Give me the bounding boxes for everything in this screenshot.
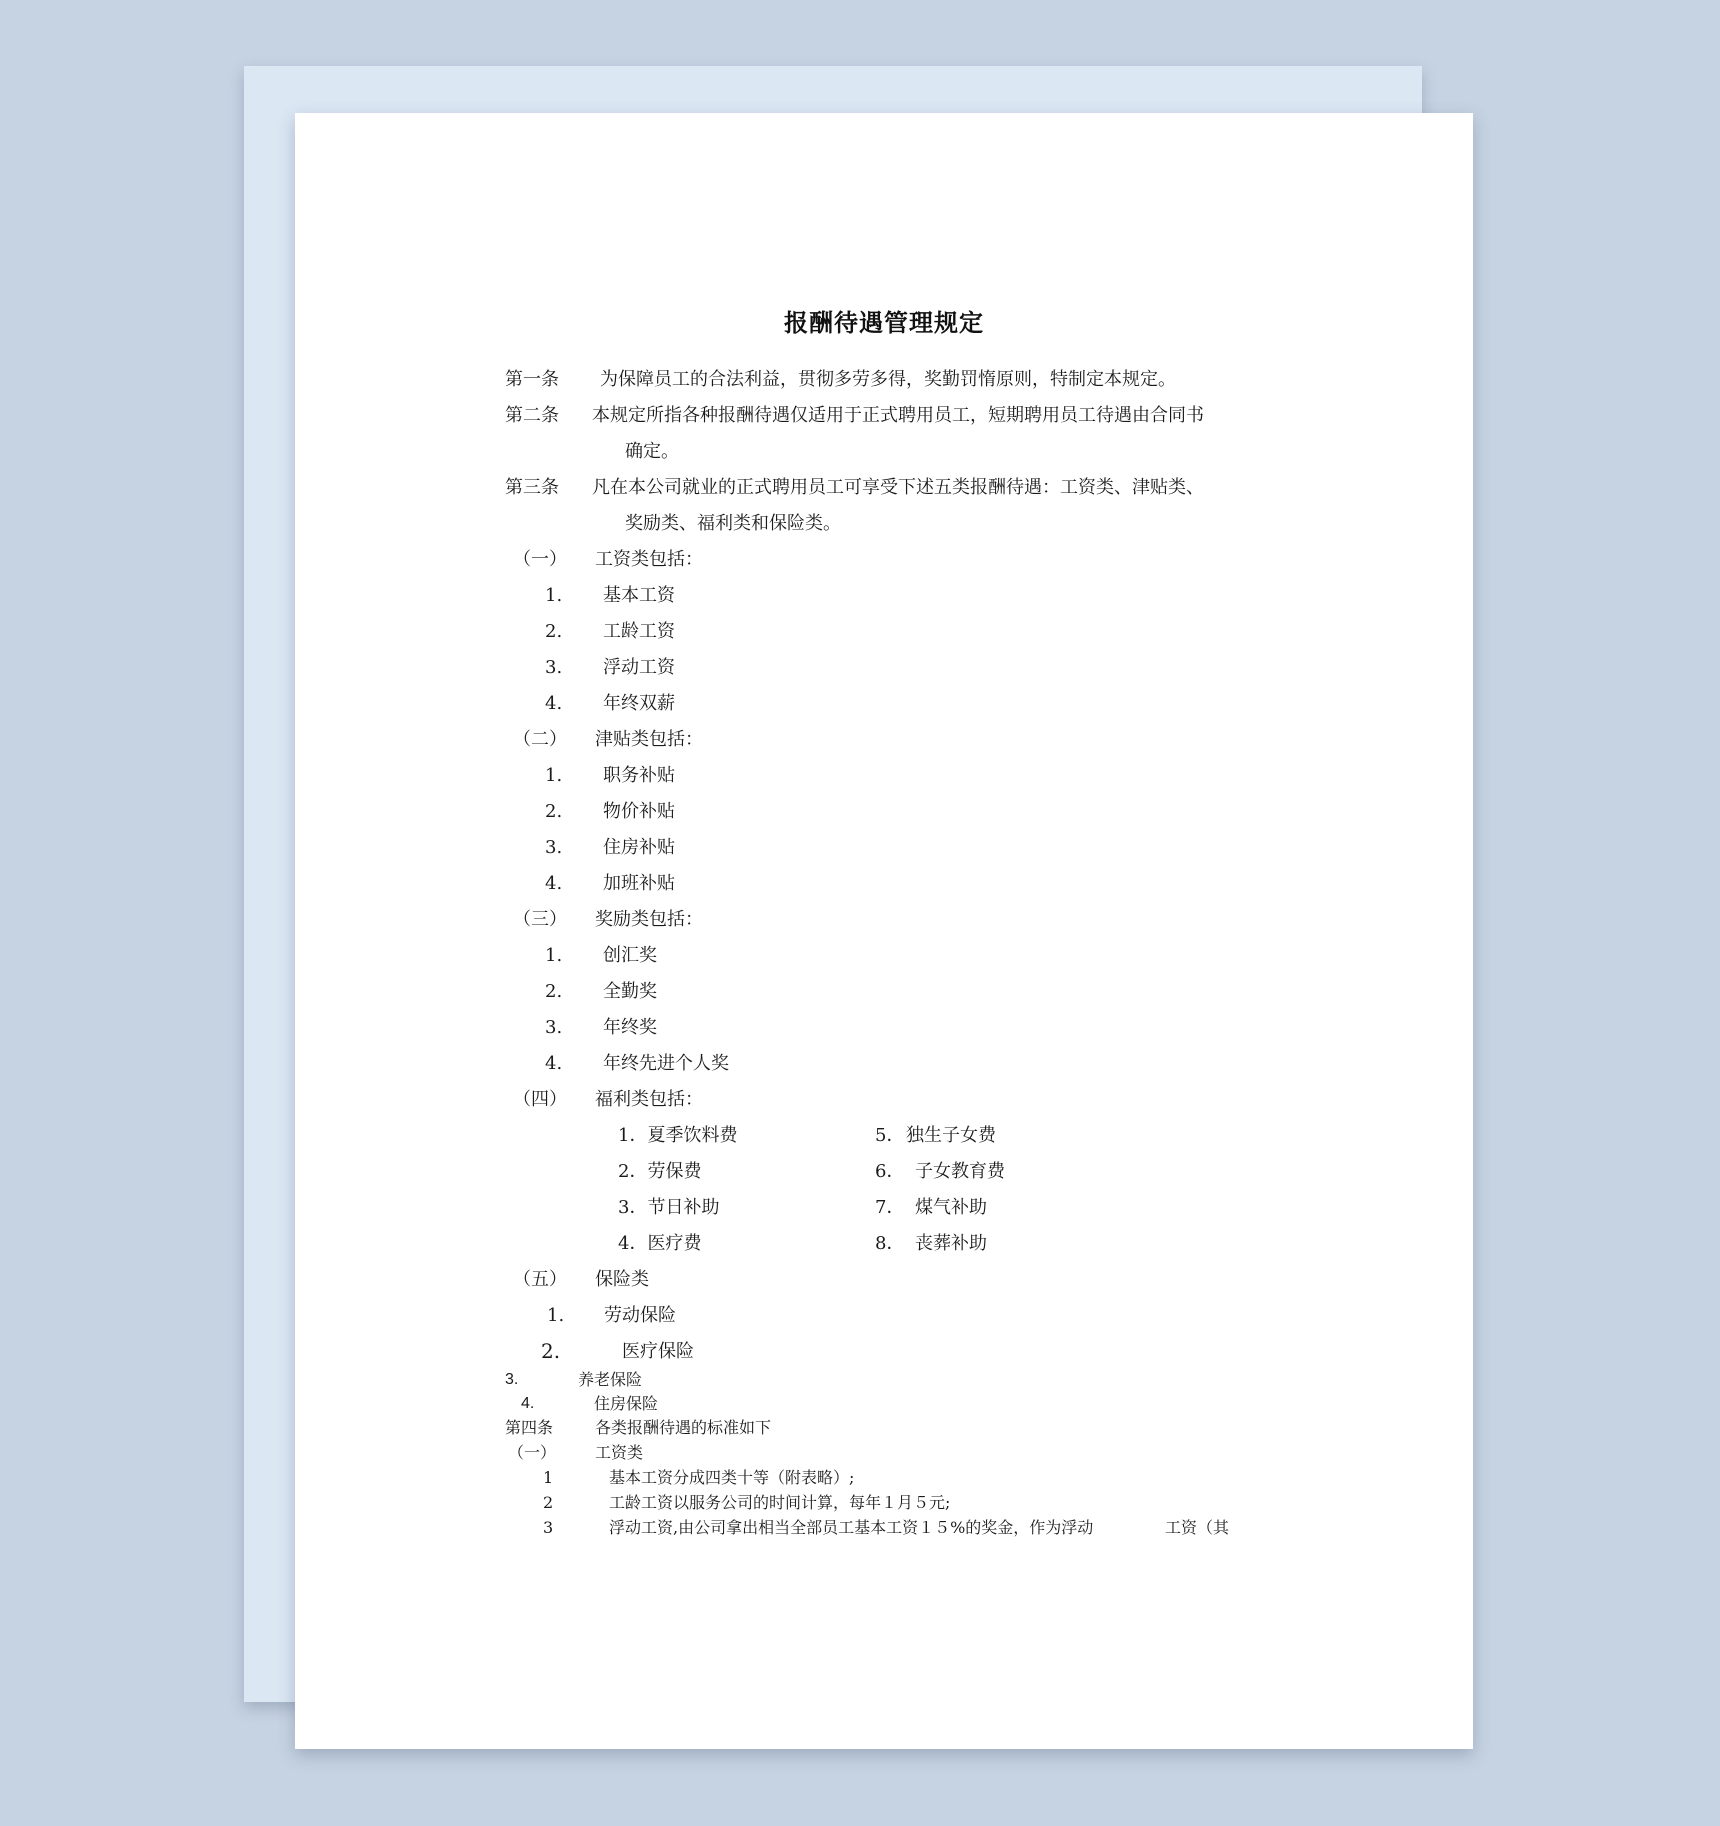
welfare-item-left: 4．医疗费 — [618, 1233, 702, 1254]
list-item: 医疗保险 — [622, 1341, 694, 1362]
article-4-text: 各类报酬待遇的标准如下 — [595, 1418, 772, 1437]
list-item: 基本工资 — [603, 585, 675, 606]
list-item-number: 1. — [545, 585, 563, 606]
section-2-title: 津贴类包括： — [595, 729, 703, 750]
list-item: 劳动保险 — [604, 1305, 676, 1326]
list-item: 加班补贴 — [603, 873, 675, 894]
article-4-sub-label: （一） — [508, 1443, 557, 1462]
article-2-label: 第二条 — [505, 405, 559, 426]
list-item-number: 3. — [545, 1017, 563, 1038]
list-item: 物价补贴 — [603, 801, 675, 822]
list-item: 创汇奖 — [603, 945, 657, 966]
list-item: 全勤奖 — [603, 981, 657, 1002]
welfare-item-right: 煤气补助 — [915, 1197, 987, 1218]
list-item-number: 2. — [545, 801, 563, 822]
list-item: 年终双薪 — [603, 693, 675, 714]
list-item-continuation: 工资（其 — [1165, 1518, 1230, 1537]
list-item-number: 4. — [545, 1053, 563, 1074]
welfare-item-left: 2．劳保费 — [618, 1161, 702, 1182]
section-1-label: （一） — [513, 549, 567, 570]
list-item-number: 3. — [545, 837, 563, 858]
document-title: 报酬待遇管理规定 — [784, 309, 984, 337]
list-item-number: 4. — [545, 873, 563, 894]
welfare-item-right-number: 5． — [875, 1125, 905, 1146]
welfare-item-right-number: 7． — [875, 1197, 905, 1218]
list-item: 浮动工资 — [603, 657, 675, 678]
list-item: 浮动工资,由公司拿出相当全部员工基本工资１５%的奖金，作为浮动 — [609, 1518, 1094, 1537]
list-item-number: 2. — [545, 621, 563, 642]
list-item-number: 1. — [547, 1305, 565, 1326]
section-4-label: （四） — [513, 1089, 567, 1110]
welfare-item-left: 1．夏季饮料费 — [618, 1125, 738, 1146]
section-5-label: （五） — [513, 1269, 567, 1290]
list-item: 基本工资分成四类十等（附表略）; — [609, 1468, 855, 1487]
welfare-item-right-number: 8． — [875, 1233, 905, 1254]
list-item: 养老保险 — [578, 1370, 643, 1389]
list-item-number: 4. — [521, 1395, 535, 1412]
list-item: 工龄工资以服务公司的时间计算，每年１月５元; — [609, 1493, 951, 1512]
list-item-number: 1 — [543, 1468, 554, 1487]
article-2-text: 本规定所指各种报酬待遇仅适用于正式聘用员工，短期聘用员工待遇由合同书 — [592, 405, 1204, 426]
section-3-title: 奖励类包括： — [595, 909, 703, 930]
list-item-number: 4. — [545, 693, 563, 714]
article-1-text: 为保障员工的合法利益，贯彻多劳多得，奖勤罚惰原则，特制定本规定。 — [600, 369, 1176, 390]
list-item: 住房保险 — [594, 1394, 659, 1413]
list-item-number: 2 — [543, 1493, 554, 1512]
list-item-number: 1. — [545, 945, 563, 966]
list-item: 年终先进个人奖 — [603, 1053, 729, 1074]
document-page — [295, 113, 1473, 1749]
welfare-item-left: 3．节日补助 — [618, 1197, 720, 1218]
article-4-label: 第四条 — [505, 1418, 554, 1437]
welfare-item-right: 丧葬补助 — [915, 1233, 987, 1254]
welfare-item-right: 独生子女费 — [906, 1125, 996, 1146]
section-4-title: 福利类包括： — [595, 1089, 703, 1110]
list-item-number: 1. — [545, 765, 563, 786]
article-3-continuation: 奖励类、福利类和保险类。 — [625, 513, 841, 534]
section-5-title: 保险类 — [595, 1269, 649, 1290]
section-2-label: （二） — [513, 729, 567, 750]
section-3-label: （三） — [513, 909, 567, 930]
welfare-item-right: 子女教育费 — [915, 1161, 1005, 1182]
list-item: 年终奖 — [603, 1017, 657, 1038]
welfare-item-right-number: 6． — [875, 1161, 905, 1182]
list-item-number: 3. — [505, 1371, 519, 1388]
article-2-continuation: 确定。 — [625, 441, 679, 462]
list-item: 住房补贴 — [603, 837, 675, 858]
list-item-number: 2. — [541, 1339, 561, 1363]
list-item-number: 3. — [545, 657, 563, 678]
list-item-number: 3 — [543, 1518, 554, 1537]
article-3-text: 凡在本公司就业的正式聘用员工可享受下述五类报酬待遇：工资类、津贴类、 — [592, 477, 1204, 498]
article-1-label: 第一条 — [505, 369, 559, 390]
article-4-sub-title: 工资类 — [595, 1443, 644, 1462]
list-item-number: 2. — [545, 981, 563, 1002]
section-1-title: 工资类包括： — [595, 549, 703, 570]
article-3-label: 第三条 — [505, 477, 559, 498]
list-item: 职务补贴 — [603, 765, 675, 786]
list-item: 工龄工资 — [603, 621, 675, 642]
